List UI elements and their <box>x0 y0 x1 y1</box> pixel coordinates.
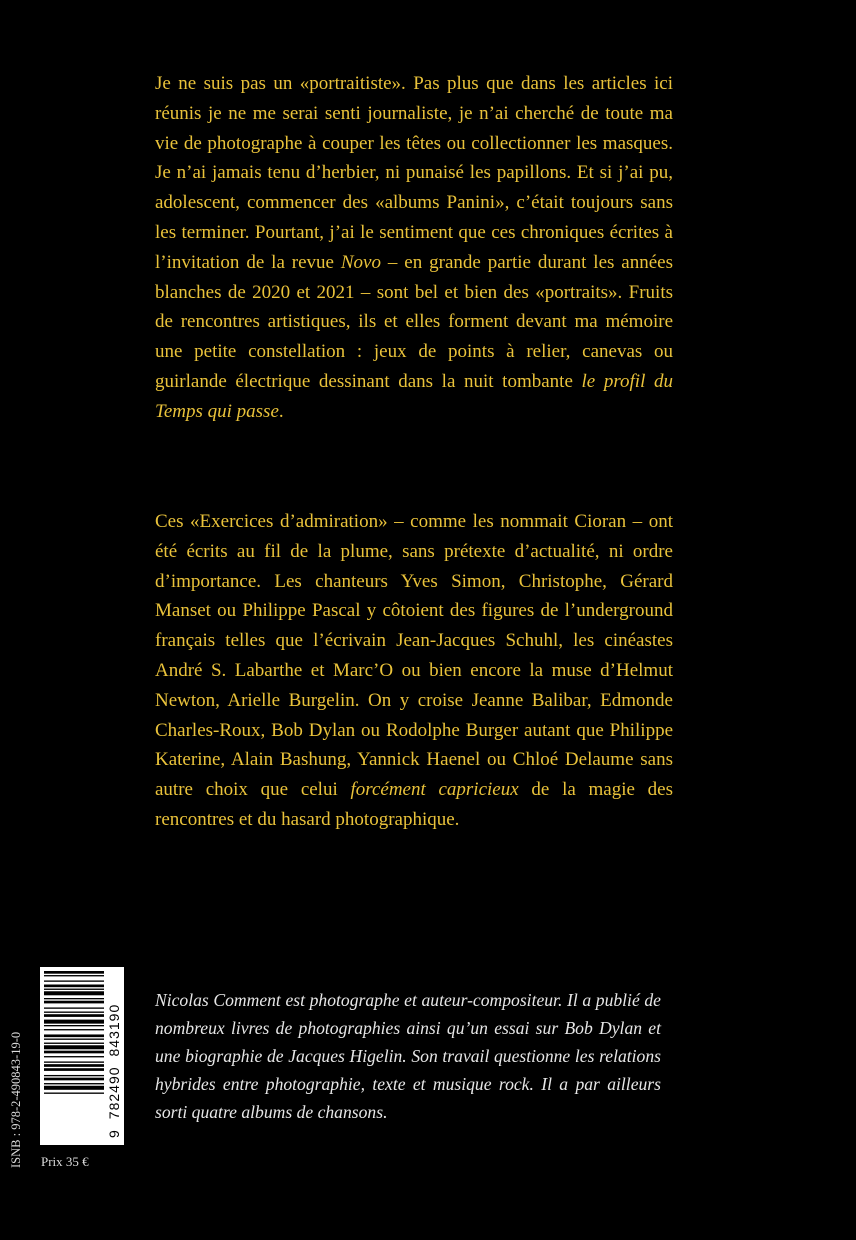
barcode-bar <box>44 1064 104 1067</box>
barcode-bar <box>44 1014 104 1017</box>
isbn-label: ISNB : 978-2-490843-19-0 <box>9 1031 23 1168</box>
barcode-bar <box>44 971 104 974</box>
barcode-bar <box>44 1075 104 1076</box>
italic-text-run: forcément capricieux <box>350 779 519 801</box>
price-label: Prix 35 € <box>41 1154 89 1169</box>
barcode-bar <box>44 1012 104 1013</box>
text-run: Ces «Exercices d’admiration» – comme les nommait Cioran – ont été écrits au fil de la plume, sans prétexte d’actualité, ni ordre d’importance. Les chanteurs Yves Simon, Christophe, Gérard Manset ou Philippe Pascal y côtoient des figures de l’underground français telles que l’écrivain Jean-Jacques Schuhl, les cinéastes André S. Labarthe et Marc’O ou bien encore la muse d’Helmut Newton, Arielle Burgelin. On y croise Jeanne Balibar, Edmonde Charles-Roux, Bob Dylan ou Rodolphe Burger autant que Philippe Katerine, Alain Bashung, Yannick Haenel ou Chloé Delaume sans autre choix que celui <box>155 511 673 801</box>
barcode-bar <box>44 1083 104 1084</box>
barcode-bar <box>44 1051 104 1054</box>
barcode-bar <box>44 1025 104 1026</box>
barcode-bar <box>44 1029 104 1030</box>
text-run: . <box>278 400 284 422</box>
barcode-digit-group: 9 <box>106 1129 122 1138</box>
barcode-bar <box>44 1034 104 1037</box>
author-bio <box>155 986 661 1126</box>
barcode-bar <box>44 1039 104 1040</box>
barcode-bar <box>44 1020 104 1024</box>
text-run: – en grande partie durant les années blanches de 2020 et 2021 – sont bel et bien des «portraits». Fruits de rencontres artistiques, ils et elles forment devant ma mémoire une petite constellation : jeux de points à relier, canevas ou guirlande électrique dessinant dans la nuit tombante <box>155 251 673 392</box>
barcode-bar <box>44 980 104 981</box>
barcode-bar <box>44 1061 104 1062</box>
barcode-bar <box>44 998 104 999</box>
barcode-bar <box>44 1045 104 1049</box>
barcode-digits <box>106 960 124 1144</box>
barcode-bar <box>44 1056 104 1057</box>
barcode-bar <box>44 975 104 976</box>
barcode-bar <box>44 1078 104 1081</box>
barcode-digit-group: 782490 <box>106 1066 122 1120</box>
italic-text-run: le profil du Temps qui passe <box>155 370 673 422</box>
barcode-bar <box>44 1007 104 1008</box>
author-bio-text: Nicolas Comment est photographe et auteur-compositeur. Il a publié de nombreux livres de photographies ainsi qu’un essai sur Bob Dylan et une biographie de Jacques Higelin. Son travail questionne les relations hybrides entre photographie, texte et musique rock. Il a par ailleurs sorti quatre albums de chansons. <box>155 990 661 1122</box>
intro-paragraph-1 <box>155 69 673 427</box>
barcode-bar <box>44 1043 104 1044</box>
barcode-bar <box>44 1086 104 1090</box>
intro-paragraph-2 <box>155 507 673 835</box>
barcode-digit-group: 843190 <box>106 1003 122 1057</box>
barcode-bar <box>44 1093 104 1094</box>
paragraph-1-text <box>155 69 673 427</box>
paragraph-2-text <box>155 507 673 835</box>
text-run: Je ne suis pas un «portraitiste». Pas plus que dans les articles ici réunis je ne me serai senti journaliste, je n’ai cherché de toute ma vie de photographe à couper les têtes ou collectionner les masques. Je n’ai jamais tenu d’herbier, ni punaisé les papillons. Et si j’ai pu, adolescent, commencer des «albums Panini», c’était toujours sans les terminer. Pourtant, j’ai le sentiment que ces chroniques écrites à l’invitation de la revue <box>155 73 673 273</box>
barcode-bar <box>44 985 104 988</box>
italic-text-run: Novo <box>340 251 381 273</box>
barcode-bar <box>44 989 104 990</box>
barcode-bar <box>44 1068 104 1071</box>
barcode-bar <box>44 991 104 995</box>
barcode-bar <box>44 1001 104 1004</box>
text-run: de la magie des rencontres et du hasard photographique. <box>155 779 673 830</box>
